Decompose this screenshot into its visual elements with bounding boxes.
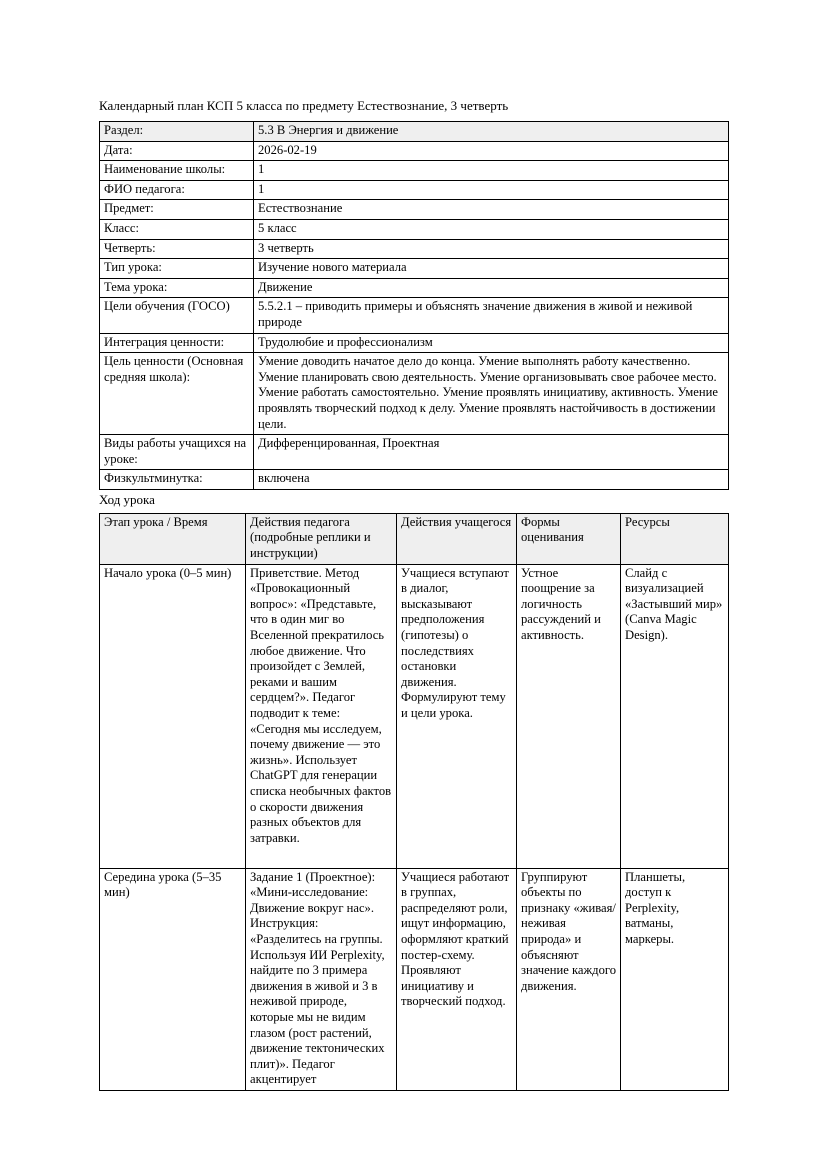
table-row bbox=[100, 161, 729, 181]
column-header-stage: Этап урока / Время bbox=[100, 513, 246, 564]
info-row-value: Движение bbox=[254, 278, 729, 298]
info-row-label: Цель ценности (Основная средняя школа): bbox=[100, 353, 254, 435]
table-header-row bbox=[100, 513, 729, 564]
flow-cell-student-actions: Учащиеся работают в группах, распределяют роли, ищут информацию, оформляют краткий постер-схему. Проявляют инициативу и творческий подход. bbox=[397, 868, 517, 1090]
info-row-label: Раздел: bbox=[100, 122, 254, 142]
column-header-assessment-forms: Формы оценивания bbox=[517, 513, 621, 564]
lesson-flow-body bbox=[100, 564, 729, 1090]
info-row-value: Трудолюбие и профессионализм bbox=[254, 333, 729, 353]
info-row-label: Класс: bbox=[100, 219, 254, 239]
table-row bbox=[100, 141, 729, 161]
table-row bbox=[100, 278, 729, 298]
info-row-value: 5.5.2.1 – приводить примеры и объяснять значение движения в живой и неживой природе bbox=[254, 298, 729, 333]
info-row-value: Естествознание bbox=[254, 200, 729, 220]
page-title: Календарный план КСП 5 класса по предмету Естествознание, 3 четверть bbox=[99, 98, 509, 113]
flow-cell-assessment: Устное поощрение за логичность рассуждений и активность. bbox=[517, 564, 621, 868]
table-row bbox=[100, 333, 729, 353]
column-header-teacher-actions: Действия педагога (подробные реплики и инструкции) bbox=[246, 513, 397, 564]
lesson-flow-header bbox=[100, 513, 729, 564]
info-row-label: Четверть: bbox=[100, 239, 254, 259]
info-row-label: Дата: bbox=[100, 141, 254, 161]
lesson-info-table bbox=[99, 121, 729, 490]
table-row bbox=[100, 435, 729, 470]
flow-cell-stage: Середина урока (5–35 мин) bbox=[100, 868, 246, 1090]
table-row bbox=[100, 353, 729, 435]
column-header-student-actions: Действия учащегося bbox=[397, 513, 517, 564]
info-row-label: Тип урока: bbox=[100, 259, 254, 279]
lesson-flow-heading: Ход урока bbox=[99, 491, 155, 507]
table-row bbox=[100, 180, 729, 200]
info-row-value: 1 bbox=[254, 180, 729, 200]
flow-cell-assessment: Группируют объекты по признаку «живая/неживая природа» и объясняют значение каждого движения. bbox=[517, 868, 621, 1090]
flow-cell-teacher-actions: Приветствие. Метод «Провокационный вопрос»: «Представьте, что в один миг во Вселенной прекратилось любое движение. Что произойдет с Землей, реками и вашим сердцем?». Педагог подводит к теме: «Сегодня мы исследуем, почему движение — это жизнь». Использует ChatGPT для генерации списка необычных фактов о скорости движения разных объектов для затравки. bbox=[246, 564, 397, 868]
info-row-label: Интеграция ценности: bbox=[100, 333, 254, 353]
table-row bbox=[100, 259, 729, 279]
info-row-label: Виды работы учащихся на уроке: bbox=[100, 435, 254, 470]
info-row-label: Предмет: bbox=[100, 200, 254, 220]
table-row bbox=[100, 470, 729, 490]
flow-cell-resources: Слайд с визуализацией «Застывший мир» (Canva Magic Design). bbox=[621, 564, 729, 868]
flow-cell-stage: Начало урока (0–5 мин) bbox=[100, 564, 246, 868]
info-row-value: 3 четверть bbox=[254, 239, 729, 259]
table-row bbox=[100, 200, 729, 220]
flow-cell-teacher-actions: Задание 1 (Проектное): «Мини-исследование: Движение вокруг нас». Инструкция: «Разделитесь на группы. Используя ИИ Perplexity, найдите по 3 примера движения в живой и 3 в неживой природе, которые мы не видим глазом (рост растений, движение тектонических плит)». Педагог акцентирует bbox=[246, 868, 397, 1090]
info-row-label: Тема урока: bbox=[100, 278, 254, 298]
info-row-value: Дифференцированная, Проектная bbox=[254, 435, 729, 470]
flow-cell-resources: Планшеты, доступ к Perplexity, ватманы, маркеры. bbox=[621, 868, 729, 1090]
table-row bbox=[100, 219, 729, 239]
info-row-value: 2026-02-19 bbox=[254, 141, 729, 161]
info-row-value: включена bbox=[254, 470, 729, 490]
lesson-flow-table bbox=[99, 513, 729, 1091]
info-row-value: Изучение нового материала bbox=[254, 259, 729, 279]
lesson-info-body bbox=[100, 122, 729, 490]
info-row-value: 1 bbox=[254, 161, 729, 181]
info-row-label: Цели обучения (ГОСО) bbox=[100, 298, 254, 333]
table-row bbox=[100, 239, 729, 259]
info-row-label: Наименование школы: bbox=[100, 161, 254, 181]
table-row bbox=[100, 122, 729, 142]
info-row-label: Физкультминутка: bbox=[100, 470, 254, 490]
info-row-label: ФИО педагога: bbox=[100, 180, 254, 200]
document-content bbox=[99, 98, 728, 1091]
table-row bbox=[100, 298, 729, 333]
flow-cell-student-actions: Учащиеся вступают в диалог, высказывают предположения (гипотезы) о последствиях остановки движения. Формулируют тему и цели урока. bbox=[397, 564, 517, 868]
info-row-value: 5 класс bbox=[254, 219, 729, 239]
info-row-value: 5.3 В Энергия и движение bbox=[254, 122, 729, 142]
table-row bbox=[100, 564, 729, 868]
column-header-resources: Ресурсы bbox=[621, 513, 729, 564]
table-row bbox=[100, 868, 729, 1090]
info-row-value: Умение доводить начатое дело до конца. Умение выполнять работу качественно. Умение планировать свою деятельность. Умение организовывать свое рабочее место. Умение работать самостоятельно. Умение проявлять инициативу, активность. Умение проявлять творческий подход к делу. Умение проявлять настойчивость в достижении цели. bbox=[254, 353, 729, 435]
